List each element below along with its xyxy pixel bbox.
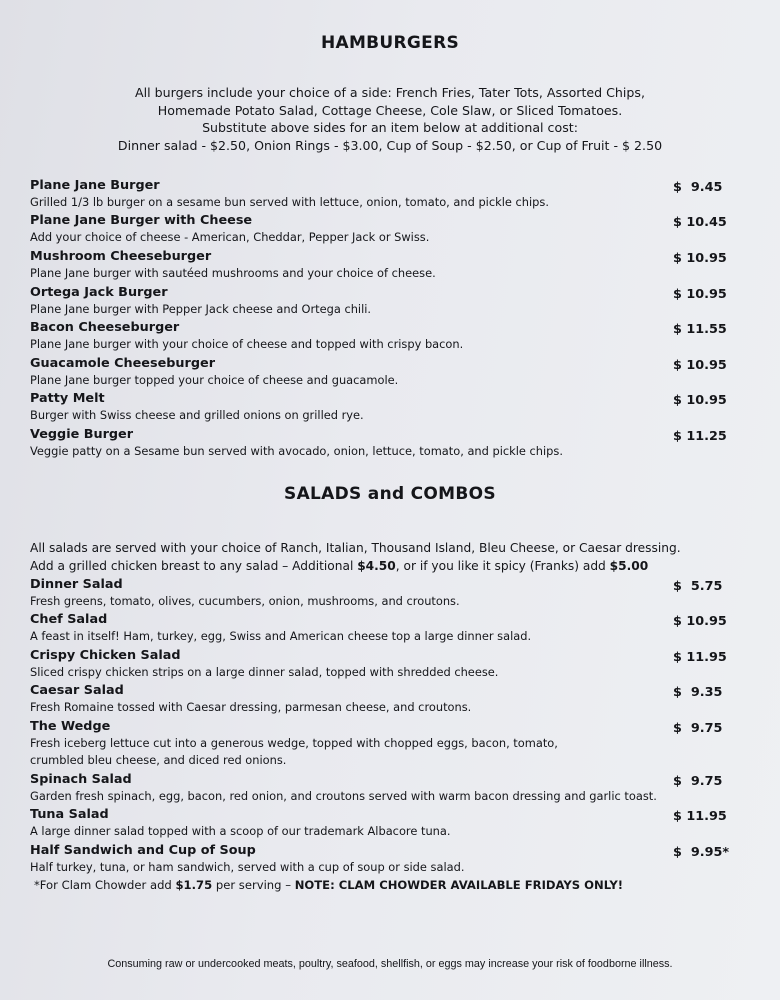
item-name: Guacamole Cheeseburger <box>30 356 216 371</box>
menu-item <box>30 212 750 246</box>
item-description: Fresh iceberg lettuce cut into a generous wedge, topped with chopped eggs, bacon, tomato, <box>30 736 558 750</box>
item-price: $ 10.95 <box>673 287 727 302</box>
item-price: $ 10.95 <box>673 393 727 408</box>
menu-item <box>30 771 750 805</box>
item-name: Crispy Chicken Salad <box>30 648 181 663</box>
hamburgers-intro-line: Dinner salad - $2.50, Onion Rings - $3.00, Cup of Soup - $2.50, or Cup of Fruit - $ 2.50 <box>117 137 663 153</box>
item-description: Half turkey, tuna, or ham sandwich, served with a cup of soup or side salad. <box>30 860 465 874</box>
item-name: Spinach Salad <box>30 772 132 787</box>
item-description: Fresh Romaine tossed with Caesar dressing, parmesan cheese, and croutons. <box>30 700 472 714</box>
menu-item <box>30 576 750 610</box>
item-name: Patty Melt <box>30 391 105 406</box>
hamburgers-intro-line: Homemade Potato Salad, Cottage Cheese, Cole Slaw, or Sliced Tomatoes. <box>157 102 623 118</box>
item-name: Chef Salad <box>30 612 108 627</box>
item-description: Sliced crispy chicken strips on a large dinner salad, topped with shredded cheese. <box>30 665 499 679</box>
item-name: Tuna Salad <box>30 807 109 822</box>
item-description: A large dinner salad topped with a scoop of our trademark Albacore tuna. <box>30 824 451 838</box>
item-price: $ 10.95 <box>673 358 727 373</box>
intro-price: $4.50 <box>357 558 396 573</box>
salads-intro <box>30 540 730 575</box>
salads-intro-line: All salads are served with your choice of Ranch, Italian, Thousand Island, Bleu Cheese, or Caesar dressing. <box>30 541 681 555</box>
salads-title: SALADS and COMBOS <box>284 484 496 504</box>
item-price: $ 11.95 <box>673 650 727 665</box>
item-description: A feast in itself! Ham, turkey, egg, Swiss and American cheese top a large dinner salad. <box>30 629 532 643</box>
item-name: Half Sandwich and Cup of Soup <box>30 843 256 858</box>
item-name: Ortega Jack Burger <box>30 285 168 300</box>
item-description: Plane Jane burger topped your choice of cheese and guacamole. <box>30 373 399 387</box>
menu-item <box>30 284 750 318</box>
item-price: $ 9.75 <box>673 721 723 736</box>
item-price: $ 10.95 <box>673 614 727 629</box>
item-price: $ 11.55 <box>673 322 727 337</box>
item-price: $ 9.35 <box>673 685 723 700</box>
note-text: per serving – <box>212 878 295 892</box>
item-price: $ 11.25 <box>673 429 727 444</box>
item-name: Dinner Salad <box>30 577 123 592</box>
intro-text: Add a grilled chicken breast to any salad – Additional <box>30 558 358 573</box>
item-name: Bacon Cheeseburger <box>30 320 180 335</box>
item-description: Plane Jane burger with sautéed mushrooms and your choice of cheese. <box>30 266 436 280</box>
item-description: crumbled bleu cheese, and diced red onions. <box>30 753 287 767</box>
menu-item <box>30 248 750 282</box>
item-price: $ 10.45 <box>673 215 727 230</box>
item-name: Caesar Salad <box>30 683 124 698</box>
item-name: The Wedge <box>30 719 111 734</box>
note-text: *For Clam Chowder add <box>34 878 176 892</box>
item-description: Grilled 1/3 lb burger on a sesame bun served with lettuce, onion, tomato, and pickle chips. <box>30 195 549 209</box>
item-name: Mushroom Cheeseburger <box>30 249 212 264</box>
menu-item <box>30 355 750 389</box>
item-price: $ 9.75 <box>673 774 723 789</box>
item-price: $ 11.95 <box>673 809 727 824</box>
hamburgers-intro-line: Substitute above sides for an item below at additional cost: <box>202 120 578 136</box>
item-description: Plane Jane burger with your choice of cheese and topped with crispy bacon. <box>30 337 464 351</box>
hamburgers-intro-line: All burgers include your choice of a side: French Fries, Tater Tots, Assorted Chips, <box>135 85 645 100</box>
salads-intro-line <box>30 558 730 576</box>
menu-item <box>30 177 750 211</box>
intro-text: , or if you like it spicy (Franks) add <box>395 558 610 573</box>
clam-chowder-note <box>34 878 734 892</box>
item-name: Veggie Burger <box>30 427 134 442</box>
item-price: $ 10.95 <box>673 251 727 266</box>
food-safety-disclaimer: Consuming raw or undercooked meats, poultry, seafood, shellfish, or eggs may increase your risk of foodborne illness. <box>107 958 673 970</box>
note-price: $1.75 <box>175 878 213 892</box>
item-description: Veggie patty on a Sesame bun served with avocado, onion, lettuce, tomato, and pickle chips. <box>30 444 563 458</box>
menu-item <box>30 390 750 424</box>
hamburgers-title: HAMBURGERS <box>320 33 460 53</box>
item-price: $ 9.95* <box>673 845 730 860</box>
menu-item <box>30 319 750 353</box>
item-name: Plane Jane Burger <box>30 178 160 193</box>
intro-price: $5.00 <box>609 558 649 573</box>
item-price: $ 9.45 <box>673 180 723 195</box>
item-price: $ 5.75 <box>673 579 723 594</box>
hamburgers-intro <box>0 84 780 154</box>
note-warning: NOTE: CLAM CHOWDER AVAILABLE FRIDAYS ONLY! <box>294 878 624 892</box>
item-description: Plane Jane burger with Pepper Jack cheese and Ortega chili. <box>30 302 372 316</box>
menu-item <box>30 718 750 769</box>
item-description: Garden fresh spinach, egg, bacon, red onion, and croutons served with warm bacon dressing and garlic toast. <box>30 789 657 803</box>
menu-item <box>30 682 750 716</box>
item-description: Add your choice of cheese - American, Cheddar, Pepper Jack or Swiss. <box>30 230 430 244</box>
item-description: Burger with Swiss cheese and grilled onions on grilled rye. <box>30 408 364 422</box>
menu-item <box>30 647 750 681</box>
item-description: Fresh greens, tomato, olives, cucumbers, onion, mushrooms, and croutons. <box>30 594 460 608</box>
menu-item <box>30 611 750 645</box>
menu-item <box>30 806 750 840</box>
menu-item <box>30 426 750 460</box>
menu-item <box>30 842 750 876</box>
item-name: Plane Jane Burger with Cheese <box>30 213 253 228</box>
